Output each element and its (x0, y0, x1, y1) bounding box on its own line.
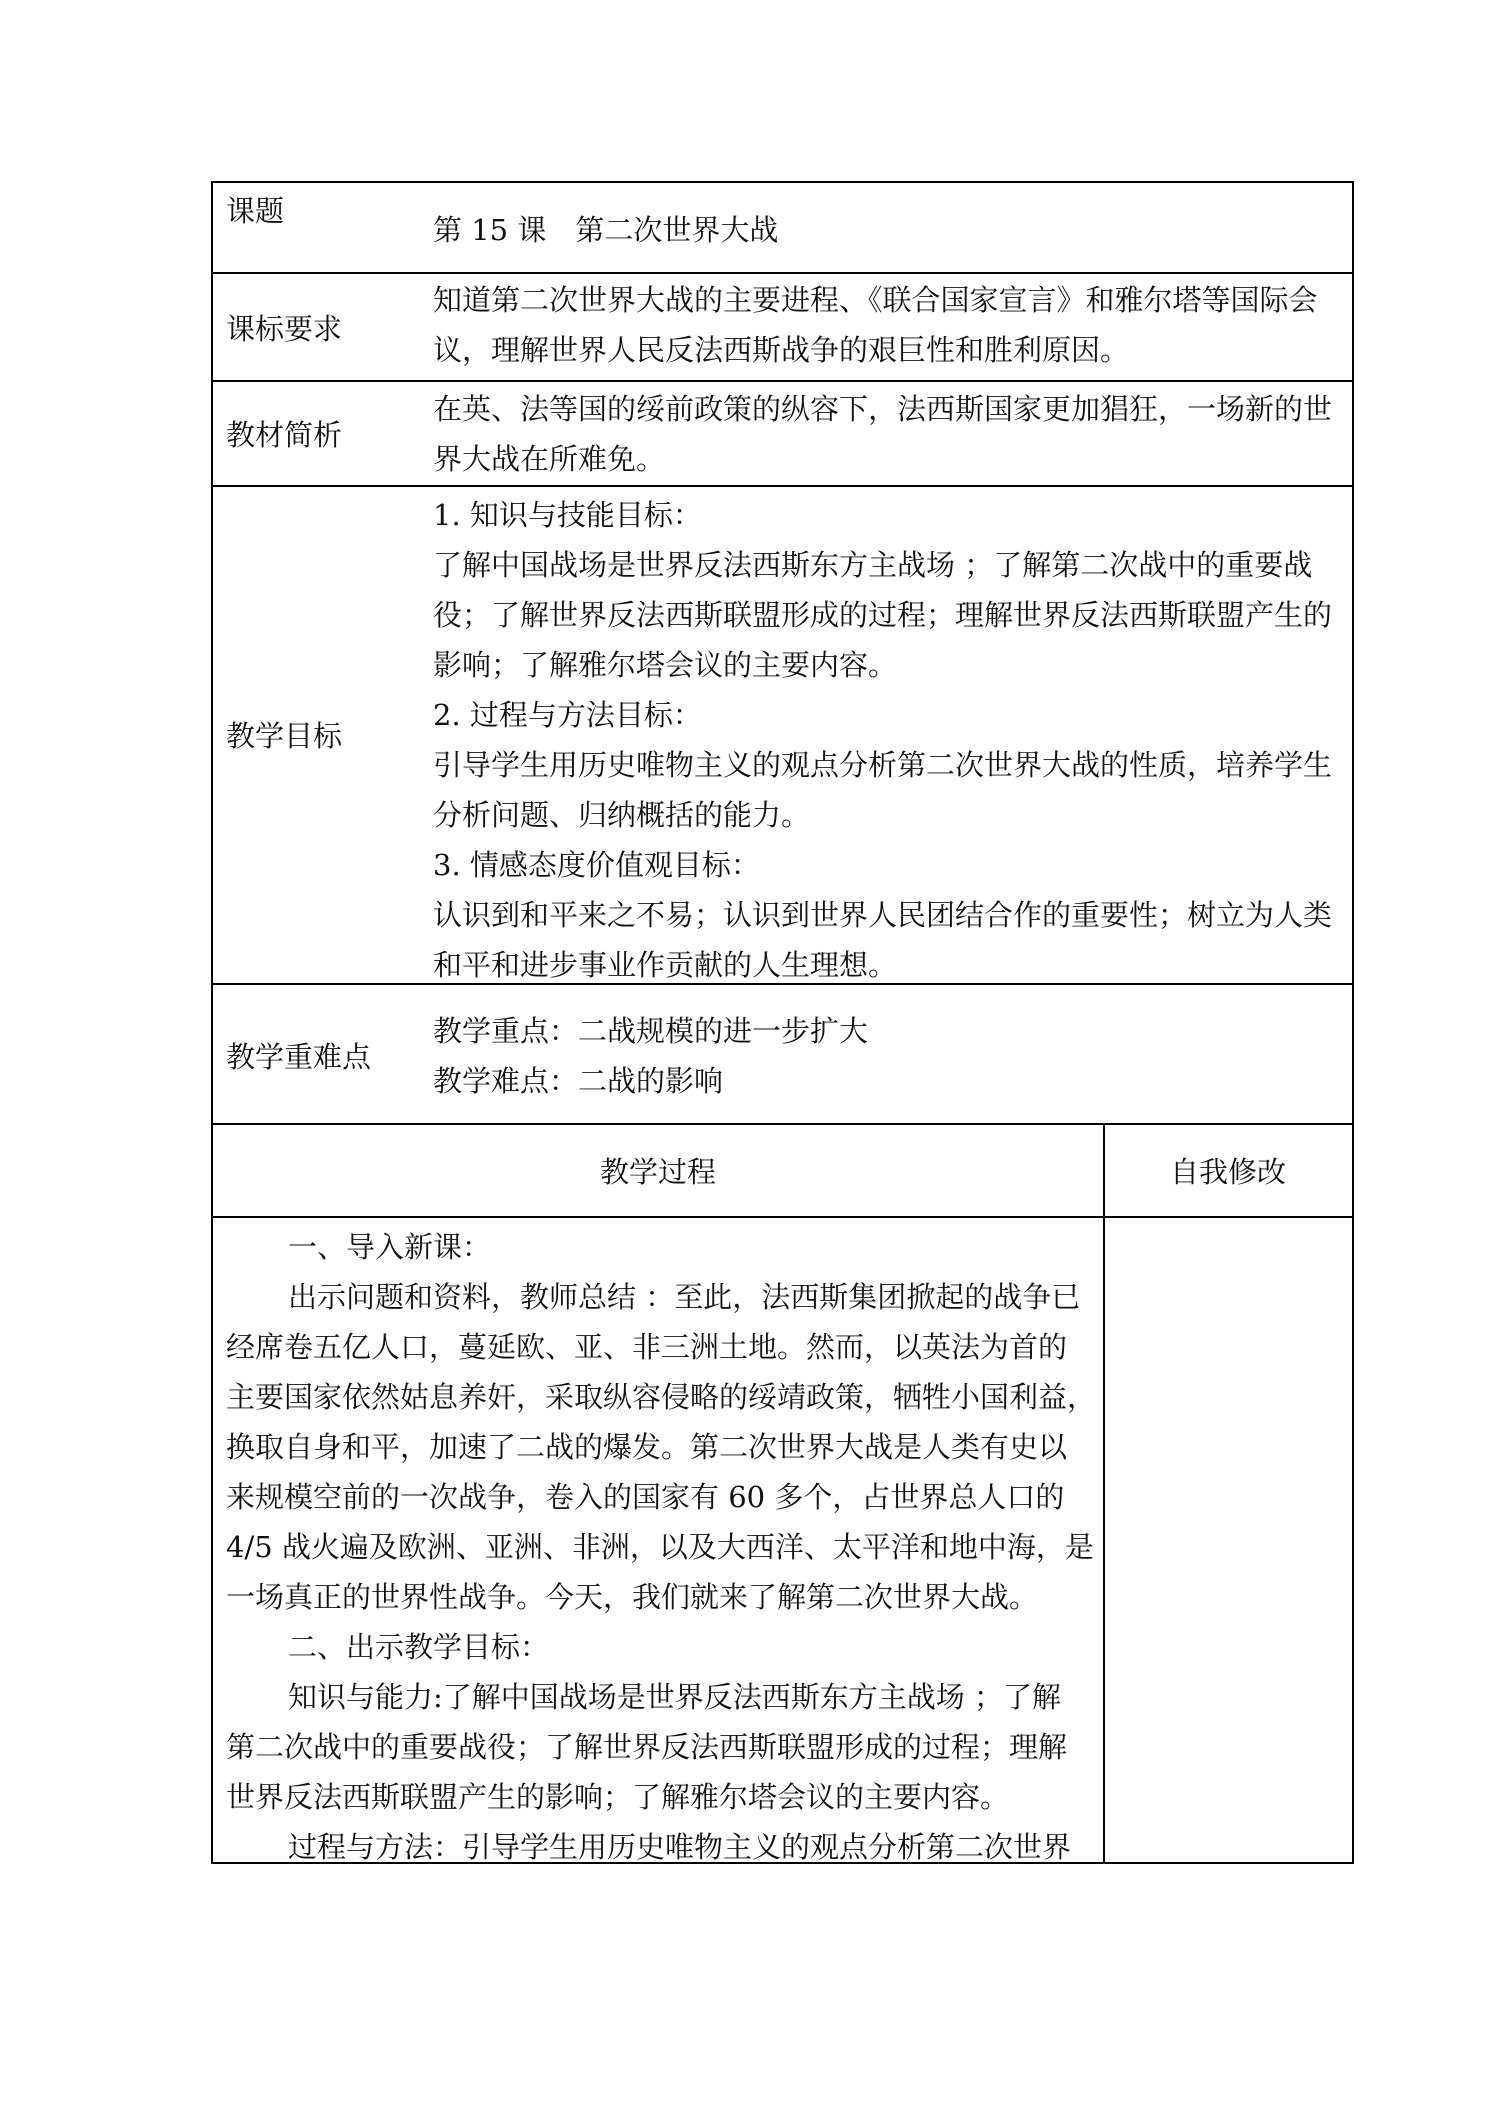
table-border-left (211, 181, 213, 1864)
text-line: 分析问题、归纳概括的能力。 (433, 798, 811, 832)
text-line: 二、出示教学目标： (288, 1630, 550, 1664)
topic-value: 第 15 课 第二次世界大战 (433, 213, 779, 247)
row-divider (211, 380, 1354, 382)
topic-label: 课题 (226, 194, 285, 228)
process-header: 教学过程 (600, 1155, 717, 1189)
text-line: 影响；了解雅尔塔会议的主要内容。 (433, 648, 898, 682)
text-line: 和平和进步事业作贡献的人生理想。 (433, 948, 898, 982)
text-line: 了解中国战场是世界反法西斯东方主战场 ；了解第二次战中的重要战 (433, 548, 1313, 582)
row-divider (211, 485, 1354, 487)
revision-header: 自我修改 (1170, 1155, 1287, 1189)
text-line: 议，理解世界人民反法西斯战争的艰巨性和胜利原因。 (433, 333, 1130, 367)
text-line: 3. 情感态度价值观目标： (433, 848, 760, 882)
goals-label: 教学目标 (226, 719, 343, 753)
text-line: 在英、法等国的绥前政策的纵容下，法西斯国家更加猖狂，一场新的世 (433, 392, 1333, 426)
text-line: 1. 知识与技能目标： (433, 498, 702, 532)
analysis-label: 教材简析 (226, 418, 343, 452)
text-line: 教学难点：二战的影响 (433, 1064, 724, 1098)
text-line: 役；了解世界反法西斯联盟形成的过程；理解世界反法西斯联盟产生的 (433, 598, 1333, 632)
analysis-text (433, 384, 1345, 484)
text-line: 2. 过程与方法目标： (433, 698, 702, 732)
text-line: 过程与方法：引导学生用历史唯物主义的观点分析第二次世界 (288, 1830, 1072, 1864)
keypoints-label: 教学重难点 (226, 1040, 372, 1074)
keypoints-text (433, 1006, 1345, 1106)
process-body (226, 1222, 1098, 1872)
standard-text (433, 275, 1345, 375)
text-line: 一场真正的世界性战争。今天，我们就来了解第二次世界大战。 (226, 1580, 1039, 1614)
text-line: 第二次战中的重要战役；了解世界反法西斯联盟形成的过程；理解 (226, 1730, 1068, 1764)
text-line: 一、导入新课： (288, 1230, 492, 1264)
text-line: 认识到和平来之不易；认识到世界人民团结合作的重要性；树立为人类 (433, 898, 1333, 932)
table-border-right (1352, 181, 1354, 1864)
text-line: 4/5 战火遍及欧洲、亚洲、非洲，以及大西洋、太平洋和地中海，是 (226, 1530, 1094, 1564)
text-line: 来规模空前的一次战争，卷入的国家有 60 多个，占世界总人口的 (226, 1480, 1065, 1514)
goals-text (433, 490, 1345, 990)
text-line: 知识与能力:了解中国战场是世界反法西斯东方主战场 ；了解 (288, 1680, 1061, 1714)
text-line: 换取自身和平，加速了二战的爆发。第二次世界大战是人类有史以 (226, 1430, 1068, 1464)
text-line: 引导学生用历史唯物主义的观点分析第二次世界大战的性质，培养学生 (433, 748, 1333, 782)
standard-label: 课标要求 (226, 312, 343, 346)
text-line: 出示问题和资料，教师总结 ：至此，法西斯集团掀起的战争已 (288, 1280, 1081, 1314)
text-line: 世界反法西斯联盟产生的影响；了解雅尔塔会议的主要内容。 (226, 1780, 1010, 1814)
text-line: 主要国家依然姑息养奸，采取纵容侵略的绥靖政策，牺牲小国利益， (226, 1380, 1097, 1414)
text-line: 经席卷五亿人口，蔓延欧、亚、非三洲土地。然而，以英法为首的 (226, 1330, 1068, 1364)
text-line: 界大战在所难免。 (433, 442, 666, 476)
text-line: 知道第二次世界大战的主要进程、《联合国家宣言》和雅尔塔等国际会 (433, 283, 1318, 317)
table-border-top (211, 181, 1354, 183)
revision-cell (1105, 1218, 1352, 1862)
row-divider (211, 1123, 1354, 1125)
row-divider (211, 272, 1354, 274)
text-line: 教学重点：二战规模的进一步扩大 (433, 1014, 869, 1048)
